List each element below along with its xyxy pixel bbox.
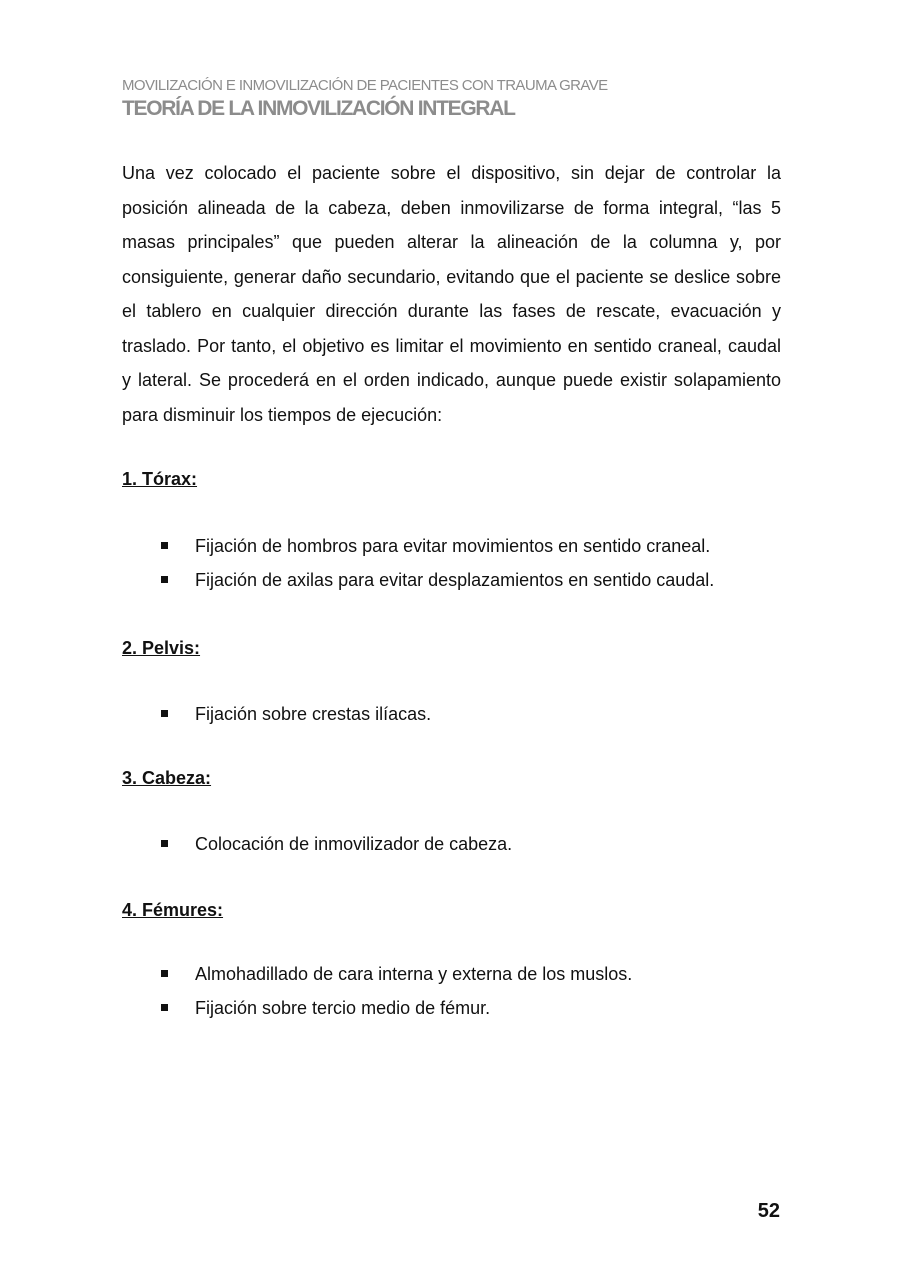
section-list-pelvis xyxy=(122,697,782,731)
list-item xyxy=(122,697,782,731)
list-item xyxy=(122,563,782,597)
square-bullet-icon xyxy=(161,1004,168,1011)
list-item xyxy=(122,827,782,861)
list-item xyxy=(122,529,782,563)
page-header xyxy=(122,76,782,122)
section-heading-torax: 1. Tórax: xyxy=(122,469,198,489)
list-item-text: Almohadillado de cara interna y externa de los muslos. xyxy=(195,964,633,984)
list-item-text: Colocación de inmovilizador de cabeza. xyxy=(195,834,513,854)
list-item-text: Fijación sobre crestas ilíacas. xyxy=(195,704,432,724)
section-heading-femures: 4. Fémures: xyxy=(122,900,224,920)
section-heading-cabeza: 3. Cabeza: xyxy=(122,768,212,788)
square-bullet-icon xyxy=(161,542,168,549)
list-item-text: Fijación de hombros para evitar movimientos en sentido craneal. xyxy=(195,536,711,556)
section-list-femures xyxy=(122,957,782,1025)
section-heading-pelvis: 2. Pelvis: xyxy=(122,638,201,658)
square-bullet-icon xyxy=(161,970,168,977)
list-item xyxy=(122,991,782,1025)
page-number: 52 xyxy=(757,1200,780,1222)
intro-paragraph: Una vez colocado el paciente sobre el dispositivo, sin dejar de controlar la posición alineada de la cabeza, deben inmovilizarse de forma integral, “las 5 masas principales” que pueden alterar la alineación de la columna y, por consiguiente, generar daño secundario, evitando que el paciente se deslice sobre el tablero en cualquier dirección durante las fases de rescate, evacuación y traslado. Por tanto, el objetivo es limitar el movimiento en sentido craneal, caudal y lateral. Se procederá en el orden indicado, aunque puede existir solapamiento para disminuir los tiempos de ejecución: xyxy=(122,163,781,425)
square-bullet-icon xyxy=(161,576,168,583)
header-title: TEORÍA DE LA INMOVILIZACIÓN INTEGRAL xyxy=(122,97,515,120)
square-bullet-icon xyxy=(161,840,168,847)
list-item-text: Fijación sobre tercio medio de fémur. xyxy=(195,998,491,1018)
square-bullet-icon xyxy=(161,710,168,717)
header-subtitle: MOVILIZACIÓN E INMOVILIZACIÓN DE PACIENTES CON TRAUMA GRAVE xyxy=(122,77,608,94)
section-list-torax xyxy=(122,529,782,597)
list-item xyxy=(122,957,782,991)
section-list-cabeza xyxy=(122,827,782,861)
list-item-text: Fijación de axilas para evitar desplazamientos en sentido caudal. xyxy=(195,570,715,590)
